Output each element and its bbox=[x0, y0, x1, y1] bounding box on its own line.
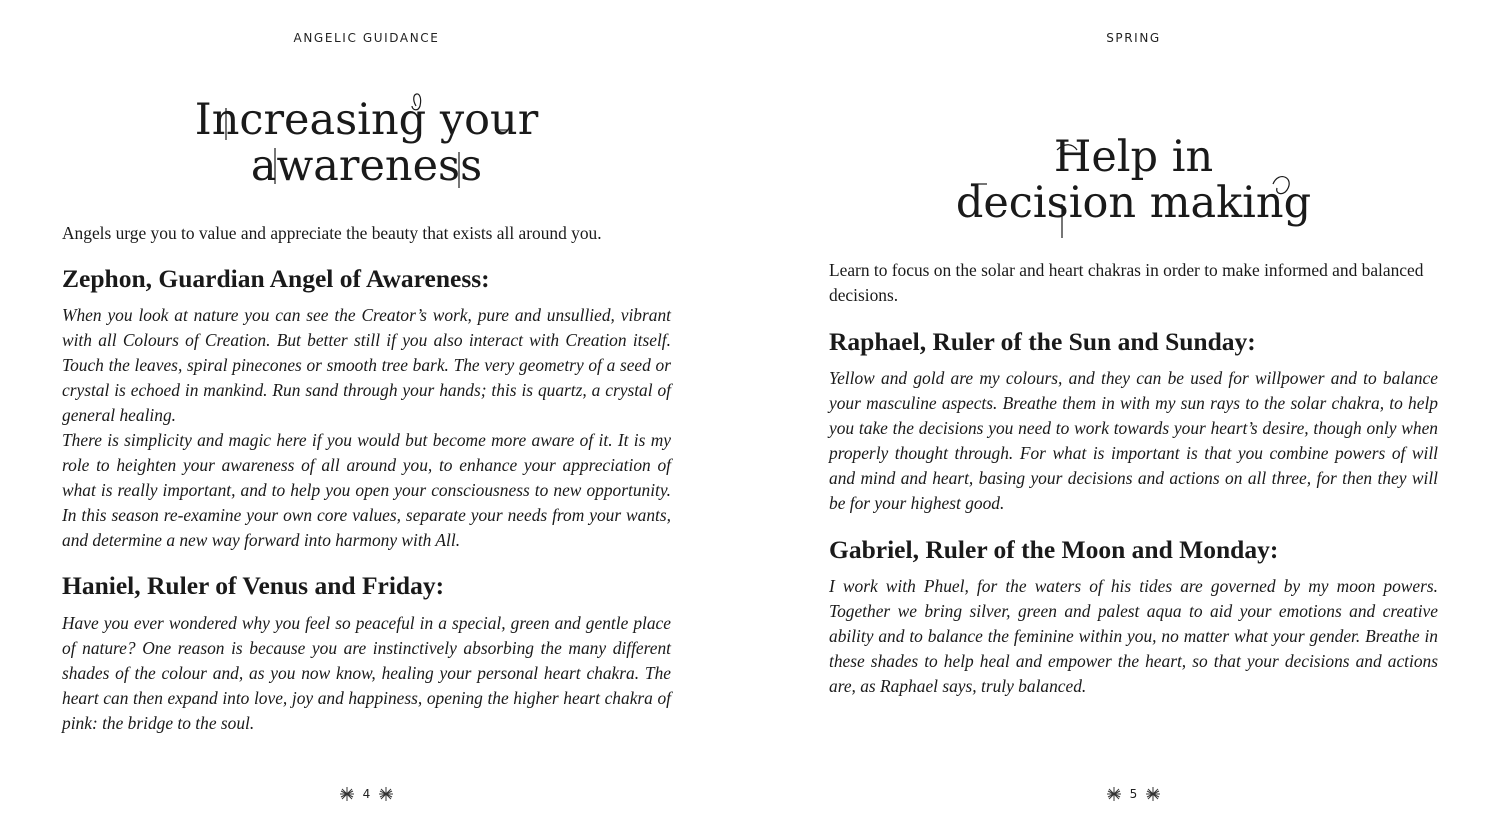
intro-text: Angels urge you to value and appreciate the beauty that exists all around you. bbox=[62, 223, 602, 243]
page-title bbox=[767, 134, 1500, 226]
page-title-line-2: decision making bbox=[955, 178, 1312, 228]
angel-name: Zephon bbox=[62, 264, 146, 293]
running-head: ANGELIC GUIDANCE bbox=[293, 31, 440, 45]
section-heading-raphael bbox=[829, 327, 1449, 357]
angel-role: , Ruler of the Sun and Sunday: bbox=[919, 327, 1256, 356]
starburst-icon bbox=[1145, 786, 1161, 802]
section-heading-haniel bbox=[62, 571, 682, 601]
zephon-paragraph-2: There is simplicity and magic here if you would but become more aware of it. It is my role to heighten your awareness of all around you, to enhance your appreciation of what is really important, and to help you open your consciousness to new opportunity. In this season re-examine your own core values, separate your needs from your wants, and determine a new way forward into harmony with All. bbox=[62, 430, 671, 550]
angel-name: Haniel bbox=[62, 571, 135, 600]
angel-role: , Ruler of Venus and Friday: bbox=[134, 571, 445, 600]
section-heading-gabriel bbox=[829, 535, 1449, 565]
starburst-icon bbox=[339, 786, 355, 802]
intro-text: Learn to focus on the solar and heart chakras in order to make informed and balanced decisions. bbox=[829, 260, 1424, 305]
page-title-line-1: Help in bbox=[1053, 132, 1214, 182]
page-title-line-2: awareness bbox=[250, 141, 483, 191]
page-number: 5 bbox=[1129, 787, 1138, 801]
right-page bbox=[767, 0, 1500, 838]
running-head: SPRING bbox=[1106, 31, 1161, 45]
raphael-paragraph-1: Yellow and gold are my colours, and they can be used for willpower and to balance your masculine aspects. Breathe them in with my sun rays to the solar chakra, to help you take the decisions you need to work towards your heart’s desire, though only when properly thought through. For what is important is that you combine powers of will and mind and heart, basing your decisions and actions on all three, for then they will be for your highest good. bbox=[829, 368, 1438, 513]
angel-role: , Guardian Angel of Awareness: bbox=[145, 264, 490, 293]
starburst-icon bbox=[1106, 786, 1122, 802]
left-page bbox=[0, 0, 733, 838]
page-title-line-1: Increasing your bbox=[194, 95, 539, 145]
zephon-paragraph-1: When you look at nature you can see the Creator’s work, pure and unsullied, vibrant with all Colours of Creation. But better still if you also interact with Creation itself. Touch the leaves, spiral pinecones or smooth tree bark. The very geometry of a seed or crystal is echoed in mankind. Run sand through your hands; this is quartz, a crystal of general healing. bbox=[62, 305, 671, 425]
page-folio bbox=[767, 786, 1500, 802]
angel-name: Raphael bbox=[829, 327, 920, 356]
haniel-paragraph-1: Have you ever wondered why you feel so peaceful in a special, green and gentle place of nature? One reason is because you are instinctively absorbing the many different shades of the colour and, as you now know, healing your personal heart chakra. The heart can then expand into love, joy and happiness, opening the higher heart chakra of pink: the bridge to the soul. bbox=[62, 613, 671, 733]
page-number: 4 bbox=[362, 787, 371, 801]
angel-role: , Ruler of the Moon and Monday: bbox=[912, 535, 1279, 564]
page-title bbox=[0, 97, 733, 189]
gabriel-paragraph-1: I work with Phuel, for the waters of his tides are governed by my moon powers. Together we bring silver, green and palest aqua to aid your emotions and creative ability and to balance the feminine within you, no matter what your gender. Breathe in these shades to help heal and empower the heart, so that your decisions and actions are, as Raphael says, truly balanced. bbox=[829, 576, 1438, 696]
section-heading-zephon bbox=[62, 264, 682, 294]
angel-name: Gabriel bbox=[829, 535, 913, 564]
page-folio bbox=[0, 786, 733, 802]
starburst-icon bbox=[378, 786, 394, 802]
